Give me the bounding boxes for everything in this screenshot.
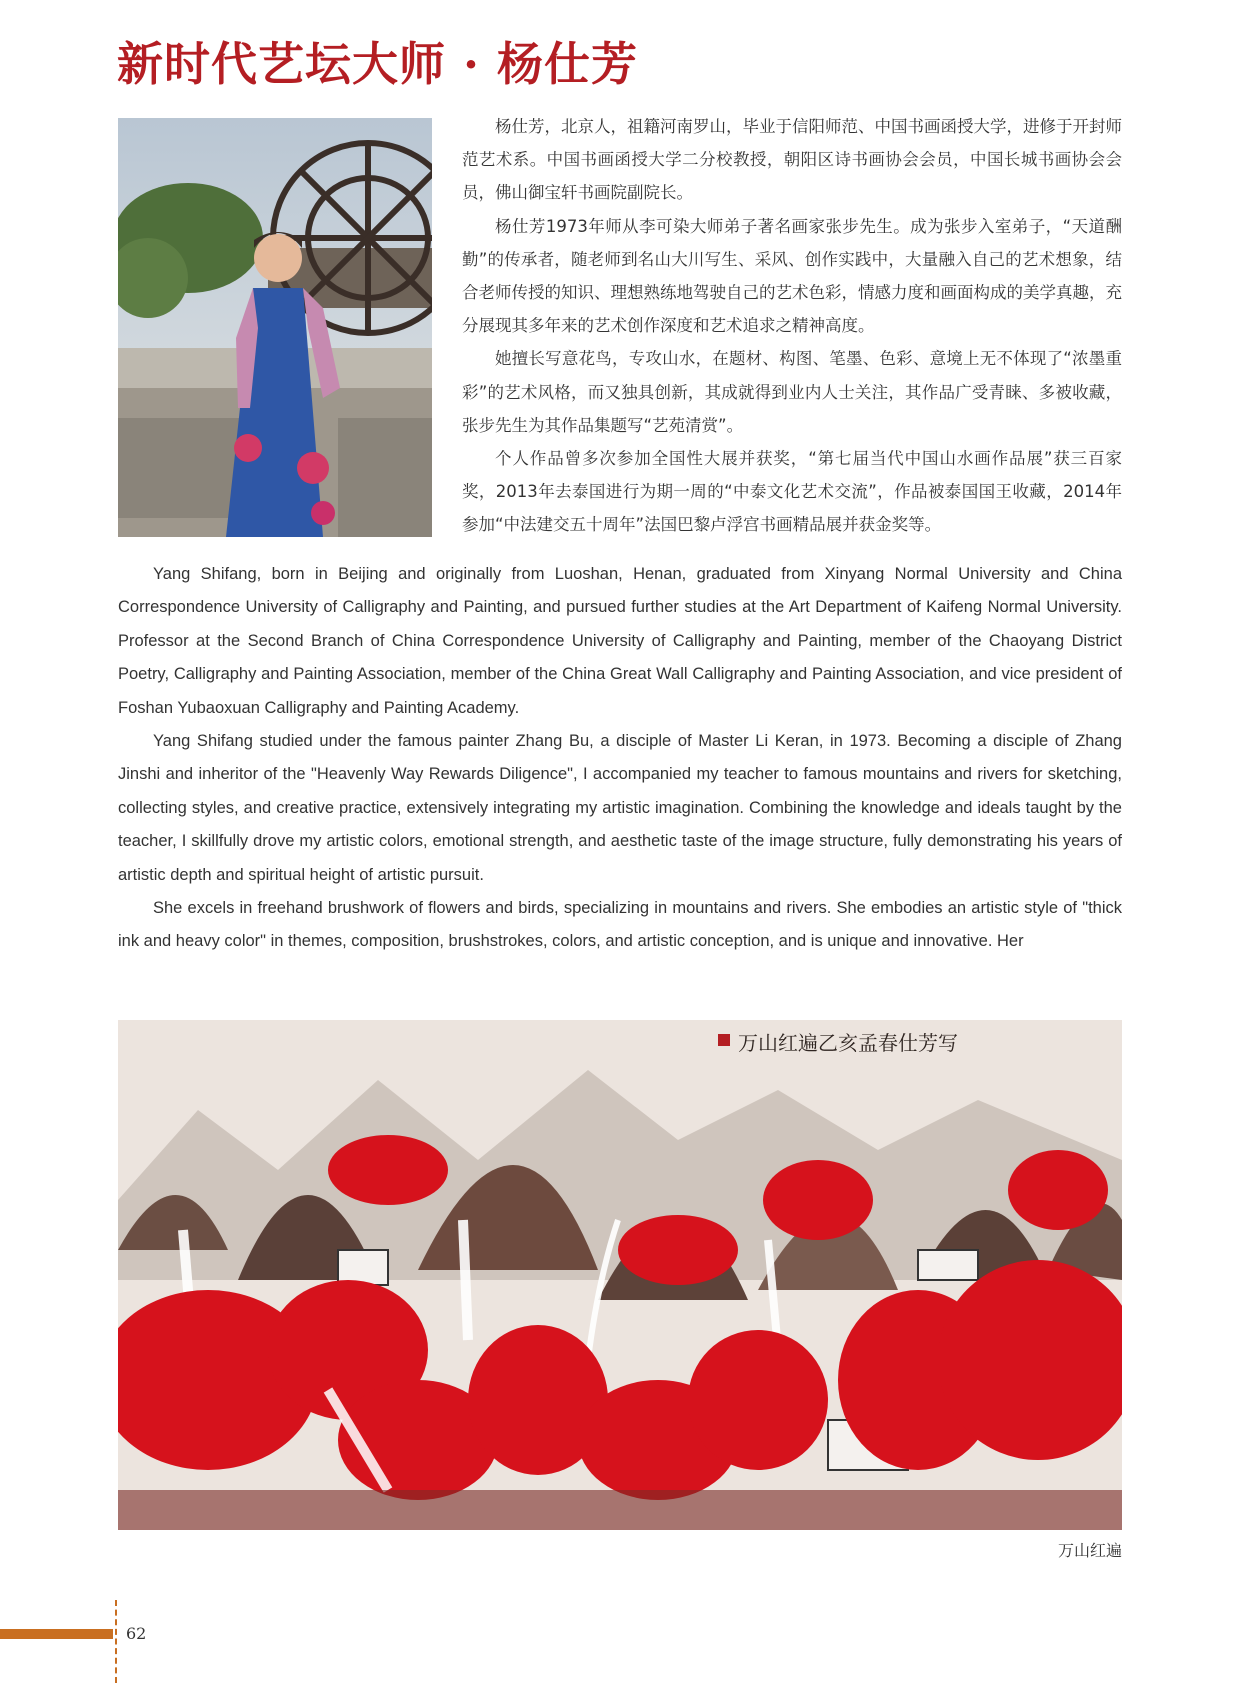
zh-paragraph: 杨仕芳1973年师从李可染大师弟子著名画家张步先生。成为张步入室弟子，“天道酬勤”的传承者，随老师到名山大川写生、采风、创作实践中，大量融入自己的艺术想象，结合老师传授的知识、理想熟练地驾驶自己的艺术色彩，情感力度和画面构成的美学真趣，充分展现其多年来的艺术创作深度和艺术追求之精神高度。 [462, 216, 1122, 336]
en-paragraph: Yang Shifang studied under the famous painter Zhang Bu, a disciple of Master Li Keran, in 1973. Becoming a disciple of Zhang Jinshi and inheritor of the "Heavenly Way Rewards Diligence", I accompanied my teacher to famous mountains and rivers for sketching, collecting styles, and creative practice, extensively integrating my artistic imagination. Combining the knowledge and ideals taught by the teacher, I skillfully drove my artistic colors, emotional strength, and aesthetic taste of the image structure, fully demonstrating his years of artistic depth and spiritual height of artistic pursuit. [118, 732, 1122, 884]
english-biography [118, 558, 1122, 959]
footer-accent-bar [0, 1629, 113, 1639]
zh-paragraph: 杨仕芳，北京人，祖籍河南罗山，毕业于信阳师范、中国书画函授大学，进修于开封师范艺术系。中国书画函授大学二分校教授，朝阳区诗书画协会会员，中国长城书画协会会员，佛山御宝轩书画院副院长。 [462, 117, 1122, 203]
chinese-biography [462, 110, 1122, 542]
svg-text:万山红遍乙亥孟春仕芳写: 万山红遍乙亥孟春仕芳写 [738, 1031, 958, 1055]
painting-caption: 万山红遍 [1057, 1541, 1122, 1560]
zh-paragraph: 她擅长写意花鸟，专攻山水，在题材、构图、笔墨、色彩、意境上无不体现了“浓墨重彩”的艺术风格，而又独具创新，其成就得到业内人士关注，其作品广受青睐、多被收藏，张步先生为其作品集题写“艺苑清赏”。 [462, 349, 1122, 435]
en-paragraph: She excels in freehand brushwork of flowers and birds, specializing in mountains and rivers. She embodies an artistic style of "thick ink and heavy color" in themes, composition, brushstrokes, colors, and artistic conception, and is unique and innovative. Her [118, 899, 1122, 951]
en-paragraph: Yang Shifang, born in Beijing and originally from Luoshan, Henan, graduated from Xinyang Normal University and China Correspondence University of Calligraphy and Painting, and pursued further studies at the Art Department of Kaifeng Normal University. Professor at the Second Branch of China Correspondence University of Calligraphy and Painting, member of the Chaoyang District Poetry, Calligraphy and Painting Association, member of the China Great Wall Calligraphy and Painting Association, and vice president of Foshan Yubaoxuan Calligraphy and Painting Academy. [118, 565, 1122, 717]
landscape-painting-image [118, 1020, 1122, 1530]
page-number: 62 [126, 1624, 147, 1643]
zh-paragraph: 个人作品曾多次参加全国性大展并获奖，“第七届当代中国山水画作品展”获三百家奖，2013年去泰国进行为期一周的“中泰文化艺术交流”，作品被泰国国王收藏，2014年参加“中法建交五十周年”法国巴黎卢浮宫书画精品展并获金奖等。 [462, 449, 1122, 535]
footer-dashed-divider [115, 1600, 117, 1683]
artist-portrait-photo [118, 118, 432, 537]
page-title: 新时代艺坛大师 · 杨仕芳 [117, 37, 639, 91]
